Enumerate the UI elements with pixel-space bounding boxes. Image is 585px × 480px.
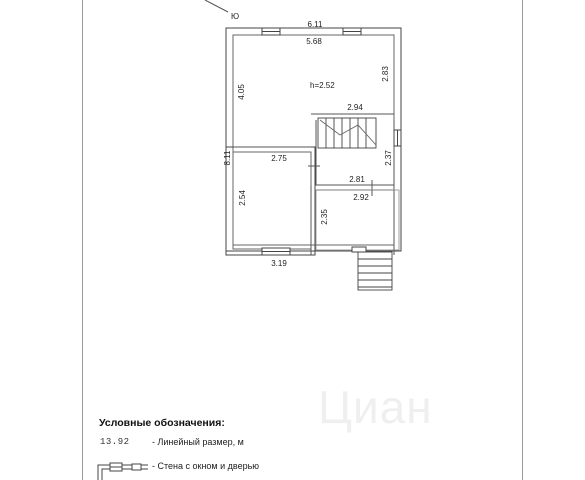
dim-mid-room: 2.75 <box>271 154 287 163</box>
dim-bottom: 3.19 <box>271 259 287 268</box>
dim-lower-right-left: 2.35 <box>320 209 329 225</box>
windows-top <box>262 28 361 35</box>
terrace-door <box>352 247 366 252</box>
compass-arrow <box>205 0 228 12</box>
dim-left-upper: 4.05 <box>237 84 246 100</box>
compass-label: Ю <box>231 12 240 21</box>
watermark-logo: Циан <box>318 381 433 433</box>
dim-lower-right-top: 2.92 <box>353 193 369 202</box>
window-right <box>394 130 401 146</box>
dim-stair-right: 2.37 <box>384 150 393 166</box>
legend-wall-window-door: - Стена с окном и дверью <box>152 461 260 471</box>
dim-top-inner: 5.68 <box>306 37 322 46</box>
dim-top-outer: 6.11 <box>307 20 323 29</box>
dim-height: h=2.52 <box>310 81 335 90</box>
exterior-steps <box>358 252 392 290</box>
dim-stair-top: 2.94 <box>347 103 363 112</box>
dim-corridor: 2.81 <box>349 175 365 184</box>
legend-title: Условные обозначения: <box>99 417 225 429</box>
interior-partitions <box>233 114 394 255</box>
legend-wall-symbol <box>98 463 148 480</box>
dim-lower-left: 2.54 <box>238 190 247 206</box>
dim-left-outer: 8.11 <box>223 150 232 166</box>
legend-linear-dimension: - Линейный размер, м <box>152 437 244 447</box>
staircase-symbol <box>318 118 376 148</box>
legend-sample-value: 13.92 <box>100 437 130 447</box>
window-bottom <box>262 248 290 255</box>
dim-right-upper: 2.83 <box>381 66 390 82</box>
outer-walls <box>226 28 401 251</box>
